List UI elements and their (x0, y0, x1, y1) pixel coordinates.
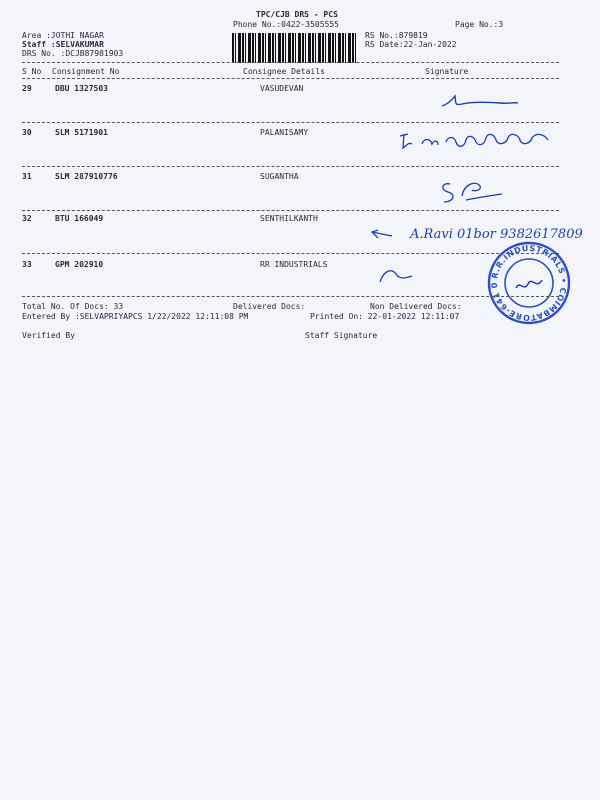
divider (22, 296, 559, 297)
staff-label: Staff :SELVAKUMAR (22, 40, 104, 49)
divider (22, 62, 559, 63)
column-header-sno: S No (22, 67, 42, 76)
row-sno: 31 (22, 172, 32, 181)
verified-by-label: Verified By (22, 331, 75, 340)
entered-by: Entered By :SELVAPRIYAPCS 1/22/2022 12:11:08 PM (22, 312, 249, 321)
row-consignment-no: BTU 166049 (55, 214, 104, 223)
company-stamp-graphic (486, 240, 572, 326)
row-consignee: SUGANTHA (260, 172, 299, 181)
delivered-docs: Delivered Docs: (233, 302, 306, 311)
row-sno: 29 (22, 84, 32, 93)
divider (22, 166, 559, 167)
column-header-consignee: Consignee Details (243, 67, 325, 76)
company-stamp (486, 240, 572, 326)
divider (22, 122, 559, 123)
row-consignee: RR INDUSTRIALS (260, 260, 328, 269)
svg-text:R.R.INDUSTRIALS • COIMBATORE-6: R.R.INDUSTRIALS • COIMBATORE-641 0 (489, 243, 569, 323)
handwritten-name: A.Ravi 01bor 9382617809 (410, 227, 583, 242)
row-consignment-no: DBU 1327503 (55, 84, 108, 93)
document-title: TPC/CJB DRS - PCS (256, 10, 338, 19)
divider (22, 253, 559, 254)
row-consignee: SENTHILKANTH (260, 214, 318, 223)
staff-signature-label: Staff Signature (305, 331, 378, 340)
row-sno: 33 (22, 260, 32, 269)
rs-number: RS No.:879819 (365, 31, 428, 40)
row-consignment-no: SLM 5171901 (55, 128, 108, 137)
row-sno: 32 (22, 214, 32, 223)
row-sno: 30 (22, 128, 32, 137)
column-header-consignment: Consignment No (52, 67, 120, 76)
printed-on: Printed On: 22-01-2022 12:11:07 (310, 312, 460, 321)
signature-mark (398, 128, 558, 154)
row-consignee: PALANISAMY (260, 128, 309, 137)
divider (22, 78, 559, 79)
row-consignment-no: GPM 202910 (55, 260, 104, 269)
area-label: Area :JOTHI NAGAR (22, 31, 104, 40)
barcode (232, 33, 356, 63)
column-header-signature: Signature (425, 67, 469, 76)
drs-number: DRS No. :DCJB87981903 (22, 49, 124, 58)
page-number: Page No.:3 (455, 20, 504, 29)
signature-mark (440, 92, 520, 114)
total-docs: Total No. Of Docs: 33 (22, 302, 124, 311)
non-delivered-docs: Non Delivered Docs: (370, 302, 462, 311)
signature-mark (378, 266, 418, 286)
rs-date: RS Date:22-Jan-2022 (365, 40, 457, 49)
phone-number: Phone No.:0422-3505555 (233, 20, 339, 29)
signature-mark (436, 178, 506, 208)
row-consignee: VASUDEVAN (260, 84, 304, 93)
row-consignment-no: SLM 287910776 (55, 172, 118, 181)
